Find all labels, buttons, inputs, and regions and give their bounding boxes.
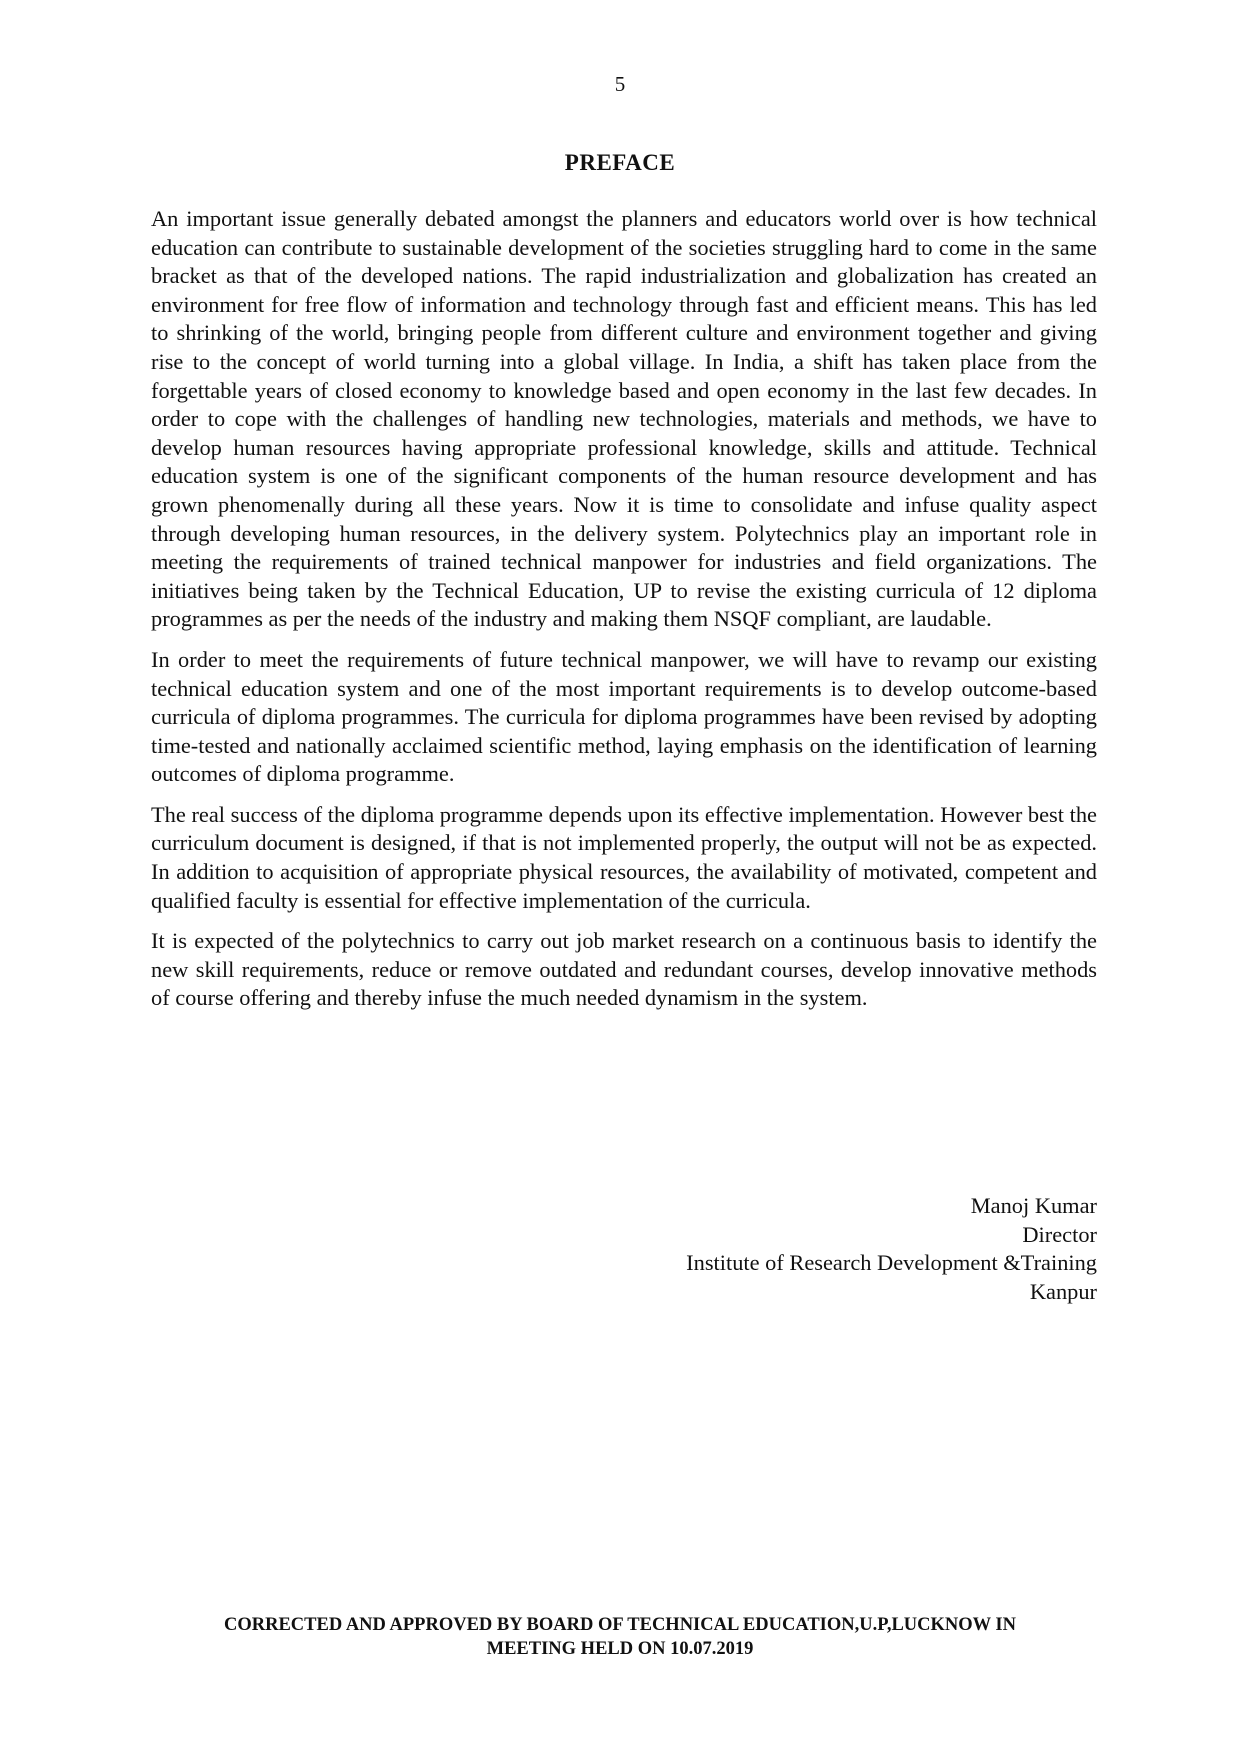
approval-footer (0, 1613, 1240, 1661)
signatory-name: Manoj Kumar (970, 1193, 1097, 1218)
page-number: 5 (614, 72, 626, 96)
signatory-designation: Director (1022, 1221, 1097, 1247)
signatory-city: Kanpur (1029, 1278, 1097, 1304)
page-title: PREFACE (564, 150, 676, 175)
footer-line-1: CORRECTED AND APPROVED BY BOARD OF TECHNICAL EDUCATION,U.P,LUCKNOW IN (224, 1615, 1016, 1635)
paragraph-2: In order to meet the requirements of future technical manpower, we will have to revamp our existing technical education system and one of the most important requirements is to develop outcome-based curricula of diploma programmes. The curricula for diploma programmes have been revised by adopting time-tested and nationally acclaimed scientific method, laying emphasis on the identification of learning outcomes of diploma programme. (151, 646, 1097, 787)
footer-line-2: MEETING HELD ON 10.07.2019 (486, 1639, 754, 1659)
paragraph-4: It is expected of the polytechnics to carry out job market research on a continuous basis to identify the new skill requirements, reduce or remove outdated and redundant courses, develop innovative methods of course offering and thereby infuse the much needed dynamism in the system. (151, 928, 1097, 1011)
paragraph-1: An important issue generally debated amongst the planners and educators world over is how technical education can contribute to sustainable development of the societies struggling hard to come in the same bracket as that of the developed nations. The rapid industrialization and globalization has created an environment for free flow of information and technology through fast and efficient means. This has led to shrinking of the world, bringing people from different culture and environment together and giving rise to the concept of world turning into a global village. In India, a shift has taken place from the forgettable years of closed economy to knowledge based and open economy in the last few decades. In order to cope with the challenges of handling new technologies, materials and methods, we have to develop human resources having appropriate professional knowledge, skills and attitude. Technical education system is one of the significant components of the human resource development and has grown phenomenally during all these years. Now it is time to consolidate and infuse quality aspect through developing human resources, in the delivery system. Polytechnics play an important role in meeting the requirements of trained technical manpower for industries and field organizations. The initiatives being taken by the Technical Education, UP to revise the existing curricula of 12 diploma programmes as per the needs of the industry and making them NSQF compliant, are laudable. (151, 206, 1097, 632)
signatory-institute: Institute of Research Development &Training (686, 1250, 1097, 1275)
signature-block (686, 1192, 1097, 1306)
paragraph-3: The real success of the diploma programme depends upon its effective implementation. However best the curriculum document is designed, if that is not implemented properly, the output will not be as expected. In addition to acquisition of appropriate physical resources, the availability of motivated, competent and qualified faculty is essential for effective implementation of the curricula. (151, 801, 1097, 913)
preface-body (151, 205, 1097, 1025)
